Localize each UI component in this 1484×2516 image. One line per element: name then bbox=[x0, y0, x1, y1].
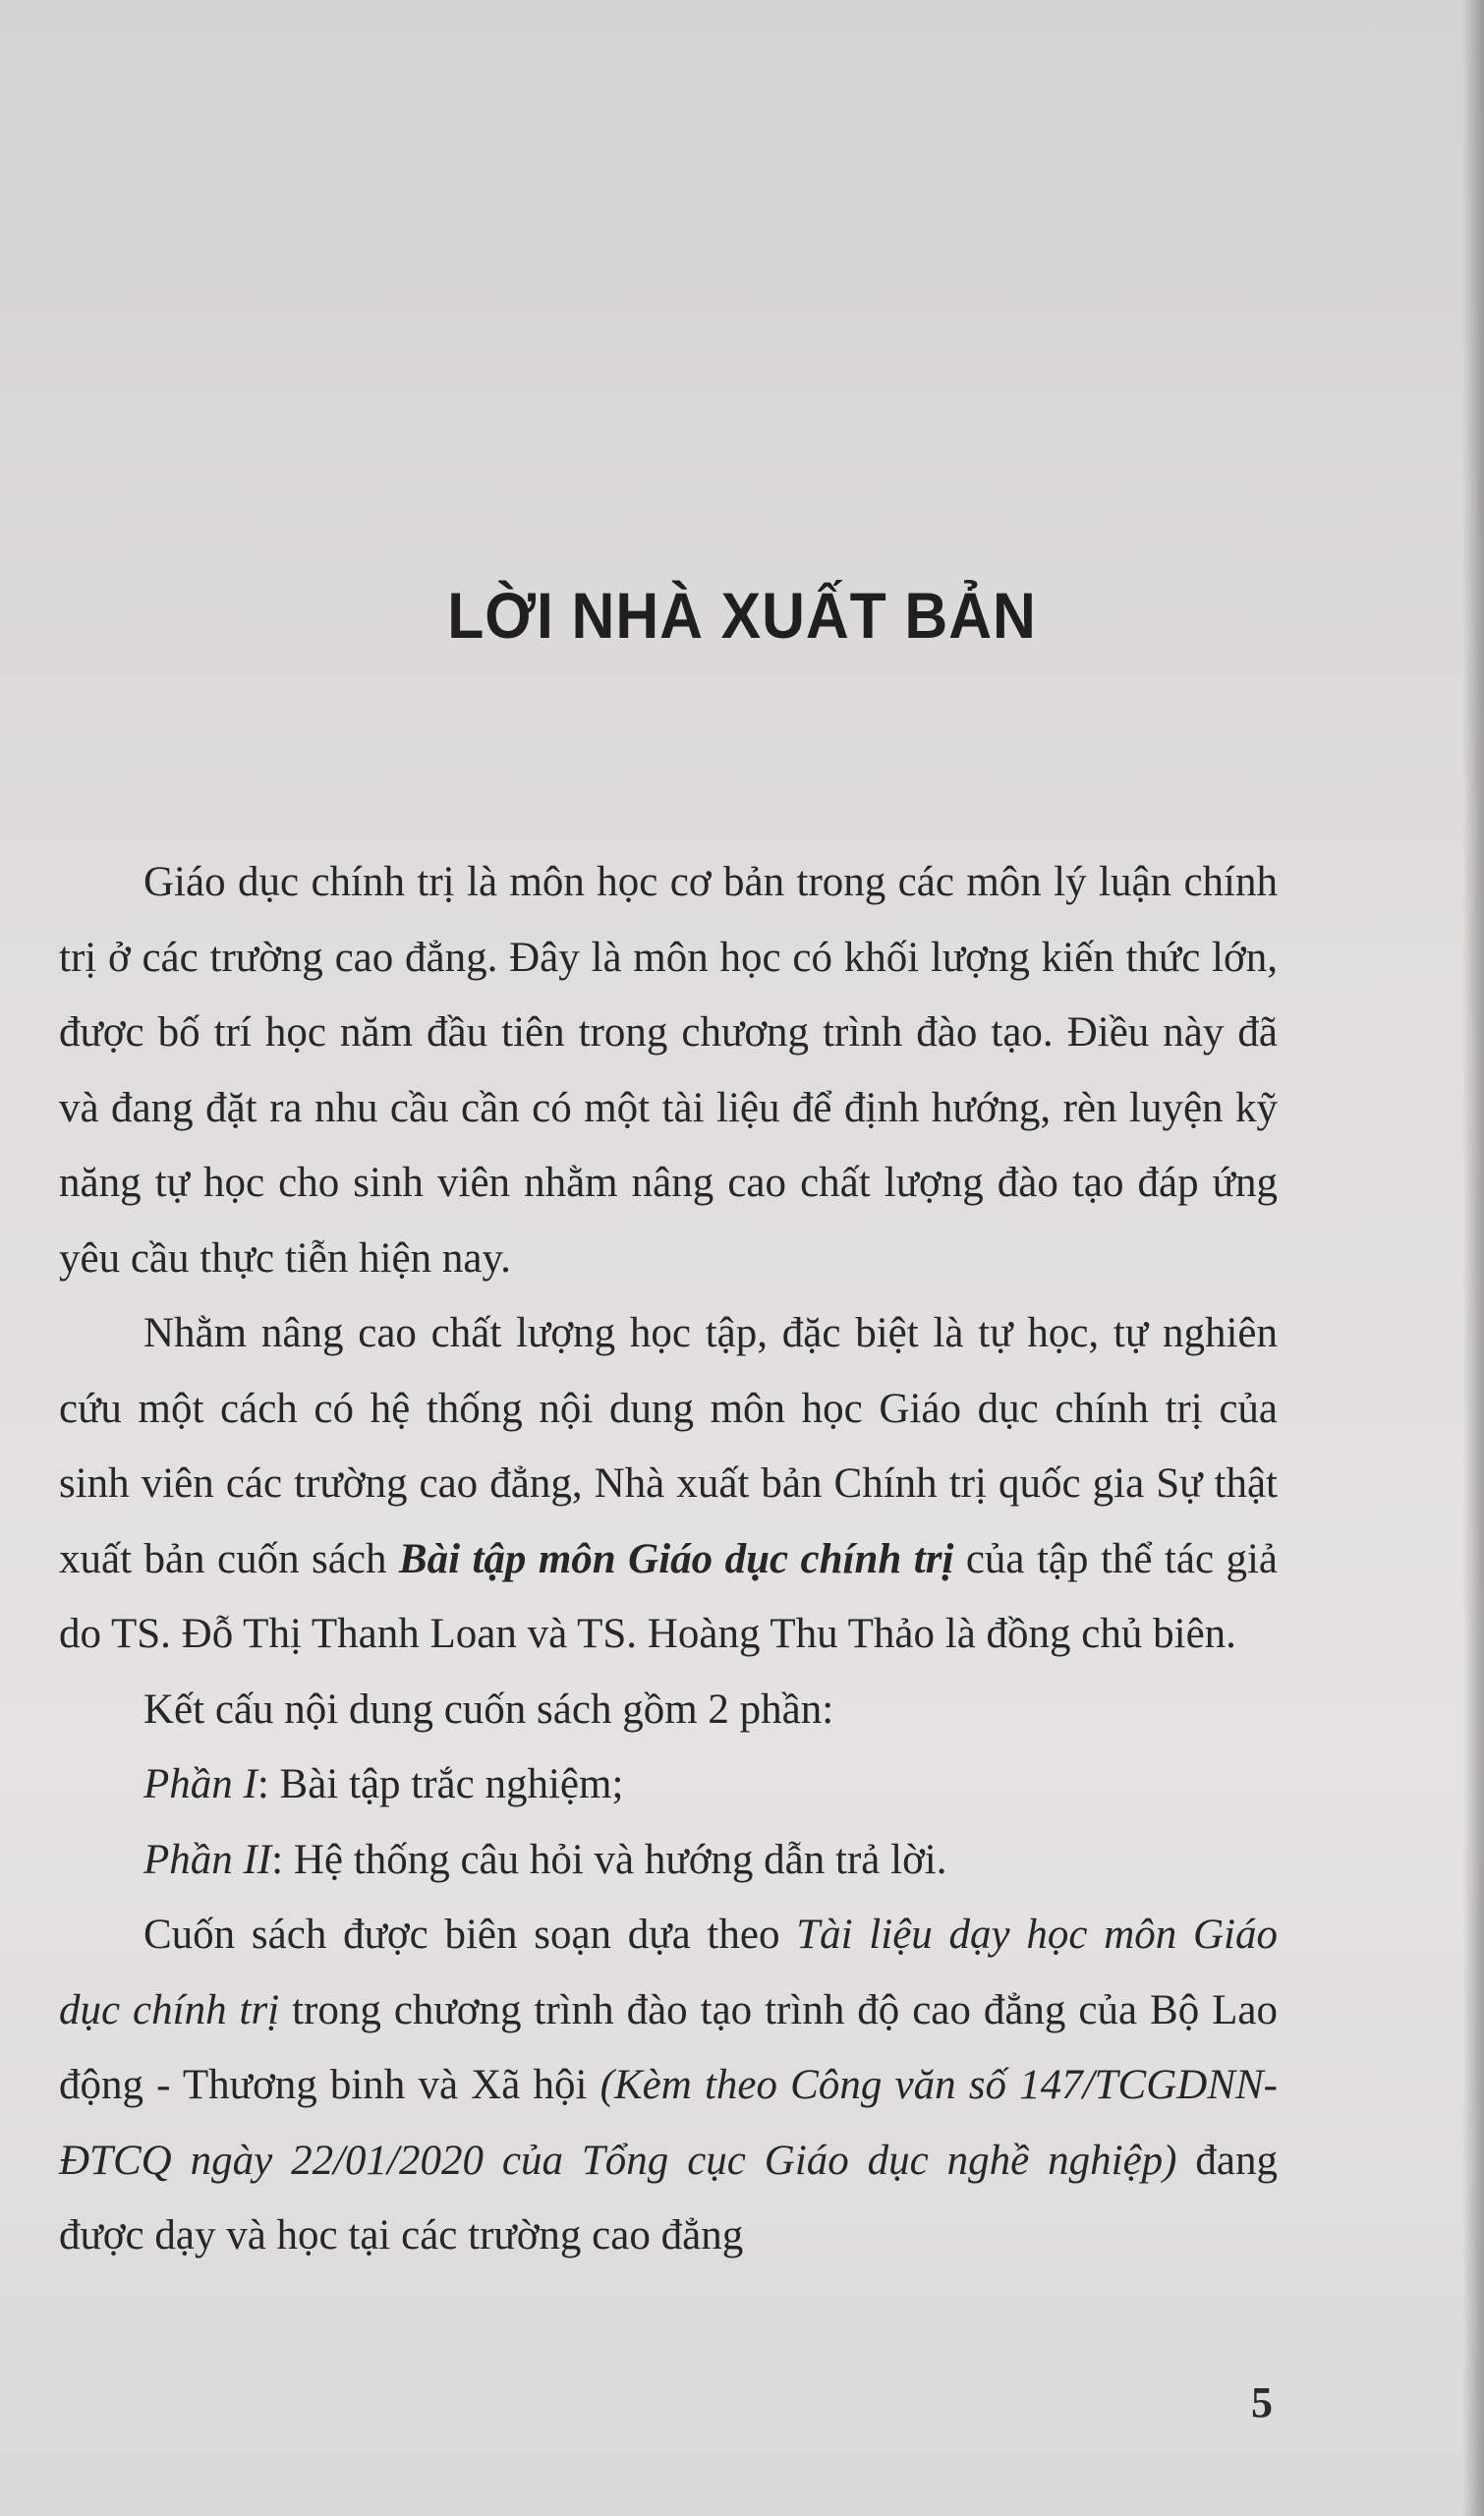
paragraph-basis-text-1: Cuốn sách được biên soạn dựa theo bbox=[143, 1912, 797, 1958]
page-edge-shadow bbox=[1462, 0, 1484, 2516]
part-two-label: Phần II bbox=[143, 1836, 272, 1883]
paragraph-purpose bbox=[59, 1296, 1278, 1673]
paragraph-purpose-text-2: của tập thể tác giả do TS. Đỗ Thị Thanh Loan và TS. Hoàng Thu Thảo là đồng chủ biên. bbox=[59, 1535, 1279, 1657]
part-one-line bbox=[59, 1747, 1278, 1823]
part-two-text: : Hệ thống câu hỏi và hướng dẫn trả lời. bbox=[271, 1836, 947, 1883]
part-one-text: : Bài tập trắc nghiệm; bbox=[257, 1761, 624, 1807]
paragraph-intro: Giáo dục chính trị là môn học cơ bản trong các môn lý luận chính trị ở các trường cao đẳng. Đây là môn học có khối lượng kiến thức lớn, được bố trí học năm đầu tiên trong chương trình đào tạo. Điều này đã và đang đặt ra nhu cầu cần có một tài liệu để định hướng, rèn luyện kỹ năng tự học cho sinh viên nhằm nâng cao chất lượng đào tạo đáp ứng yêu cầu thực tiễn hiện nay. bbox=[59, 859, 1278, 1282]
official-letter-reference: (Kèm theo Công văn số 147/TCGDNN-ĐTCQ ngày 22/01/2020 của Tổng cục Giáo dục nghề nghiệp) bbox=[59, 2062, 1278, 2184]
body-text bbox=[59, 845, 1278, 2274]
book-title: Bài tập môn Giáo dục chính trị bbox=[398, 1535, 954, 1582]
page-number: 5 bbox=[1251, 2378, 1273, 2427]
reference-document-title: Tài liệu dạy học môn Giáo dục chính trị bbox=[59, 1912, 1278, 2033]
part-two-line bbox=[59, 1823, 1278, 1899]
paragraph-basis-text-2: trong chương trình đào tạo trình độ cao đẳng của Bộ Lao động - Thương binh và Xã hội bbox=[59, 1986, 1278, 2108]
paragraph-structure: Kết cấu nội dung cuốn sách gồm 2 phần: bbox=[143, 1686, 834, 1733]
paragraph-basis-text-3: đang được dạy và học tại các trường cao đẳng bbox=[59, 2137, 1279, 2259]
page-title: LỜI NHÀ XUẤT BẢN bbox=[447, 579, 1037, 652]
part-one-label: Phần I bbox=[143, 1761, 257, 1807]
paragraph-purpose-text-1: Nhằm nâng cao chất lượng học tập, đặc biệt là tự học, tự nghiên cứu một cách có hệ thống nội dung môn học Giáo dục chính trị của sinh viên các trường cao đẳng, Nhà xuất bản Chính trị quốc gia Sự thật xuất bản cuốn sách bbox=[59, 1310, 1278, 1582]
paragraph-basis bbox=[59, 1898, 1278, 2274]
